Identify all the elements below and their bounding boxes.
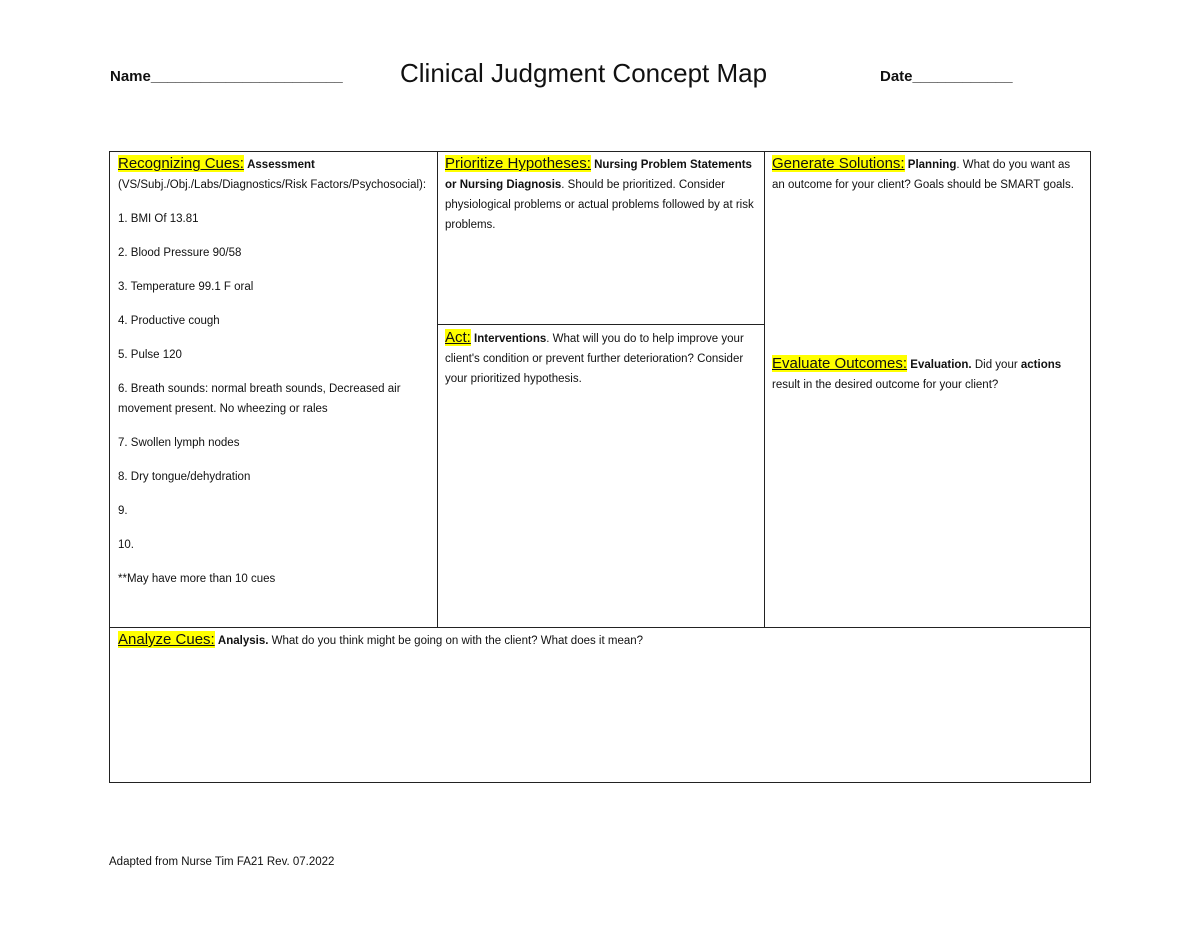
prioritize-hypotheses-heading: Prioritize Hypotheses: bbox=[445, 155, 591, 172]
evaluate-outcomes-heading: Evaluate Outcomes: bbox=[772, 355, 908, 372]
date-field-label: Date____________ bbox=[880, 68, 1013, 85]
evaluate-outcomes-subtitle: Evaluation. bbox=[910, 359, 972, 371]
generate-solutions-subtitle: Planning bbox=[907, 159, 957, 171]
cue-item: 10. bbox=[118, 539, 134, 551]
evaluate-outcomes-description: Did your bbox=[974, 359, 1018, 371]
cue-item: **May have more than 10 cues bbox=[118, 573, 276, 585]
analyze-cues-cell bbox=[118, 630, 1078, 651]
recognizing-cues-subtitle: Assessment bbox=[247, 159, 315, 171]
cue-item: 5. Pulse 120 bbox=[118, 349, 182, 361]
cue-list bbox=[118, 209, 430, 589]
act-subtitle: Interventions bbox=[474, 333, 547, 345]
cue-item: 6. Breath sounds: normal breath sounds, Decreased air movement present. No wheezing or rales bbox=[118, 383, 401, 415]
act-cell bbox=[445, 328, 759, 389]
generate-solutions-heading: Generate Solutions: bbox=[772, 155, 905, 172]
column-divider bbox=[437, 152, 438, 627]
cue-item: 1. BMI Of 13.81 bbox=[118, 213, 199, 225]
cue-item: 3. Temperature 99.1 F oral bbox=[118, 281, 254, 293]
evaluate-outcomes-emphasis: actions bbox=[1020, 359, 1062, 371]
act-heading: Act: bbox=[445, 329, 471, 346]
act-description: . What will you do to help improve your client's condition or prevent further deterioration? Consider your prioritized hypothesis. bbox=[445, 333, 744, 385]
cue-item: 9. bbox=[118, 505, 128, 517]
cue-item: 4. Productive cough bbox=[118, 315, 220, 327]
prioritize-hypotheses-cell bbox=[445, 154, 759, 235]
recognizing-cues-cell bbox=[118, 154, 430, 589]
cue-item: 8. Dry tongue/dehydration bbox=[118, 471, 251, 483]
page-title: Clinical Judgment Concept Map bbox=[400, 58, 768, 88]
evaluate-outcomes-cell bbox=[772, 354, 1084, 395]
analyze-cues-heading: Analyze Cues: bbox=[118, 631, 215, 648]
prioritize-hypotheses-subtitle: Nursing Problem Statements or Nursing Diagnosis bbox=[445, 159, 752, 191]
name-field-label: Name_______________________ bbox=[110, 68, 343, 85]
evaluate-outcomes-description-end: result in the desired outcome for your client? bbox=[772, 379, 999, 391]
row-divider bbox=[110, 627, 1090, 628]
concept-map-table bbox=[109, 151, 1091, 783]
analyze-cues-subtitle: Analysis. bbox=[217, 635, 269, 647]
recognizing-cues-heading: Recognizing Cues: bbox=[118, 155, 244, 172]
prioritize-hypotheses-description: . Should be prioritized. Consider physiological problems or actual problems followed by at risk problems. bbox=[445, 179, 754, 231]
recognizing-cues-description: (VS/Subj./Obj./Labs/Diagnostics/Risk Factors/Psychosocial): bbox=[118, 179, 427, 191]
row-divider bbox=[437, 324, 765, 325]
cue-item: 7. Swollen lymph nodes bbox=[118, 437, 240, 449]
generate-solutions-description: . What do you want as an outcome for your client? Goals should be SMART goals. bbox=[772, 159, 1074, 191]
cue-item: 2. Blood Pressure 90/58 bbox=[118, 247, 242, 259]
analyze-cues-description: What do you think might be going on with the client? What does it mean? bbox=[271, 635, 644, 647]
footer-attribution: Adapted from Nurse Tim FA21 Rev. 07.2022 bbox=[109, 856, 335, 868]
generate-solutions-cell bbox=[772, 154, 1084, 195]
column-divider bbox=[764, 152, 765, 627]
